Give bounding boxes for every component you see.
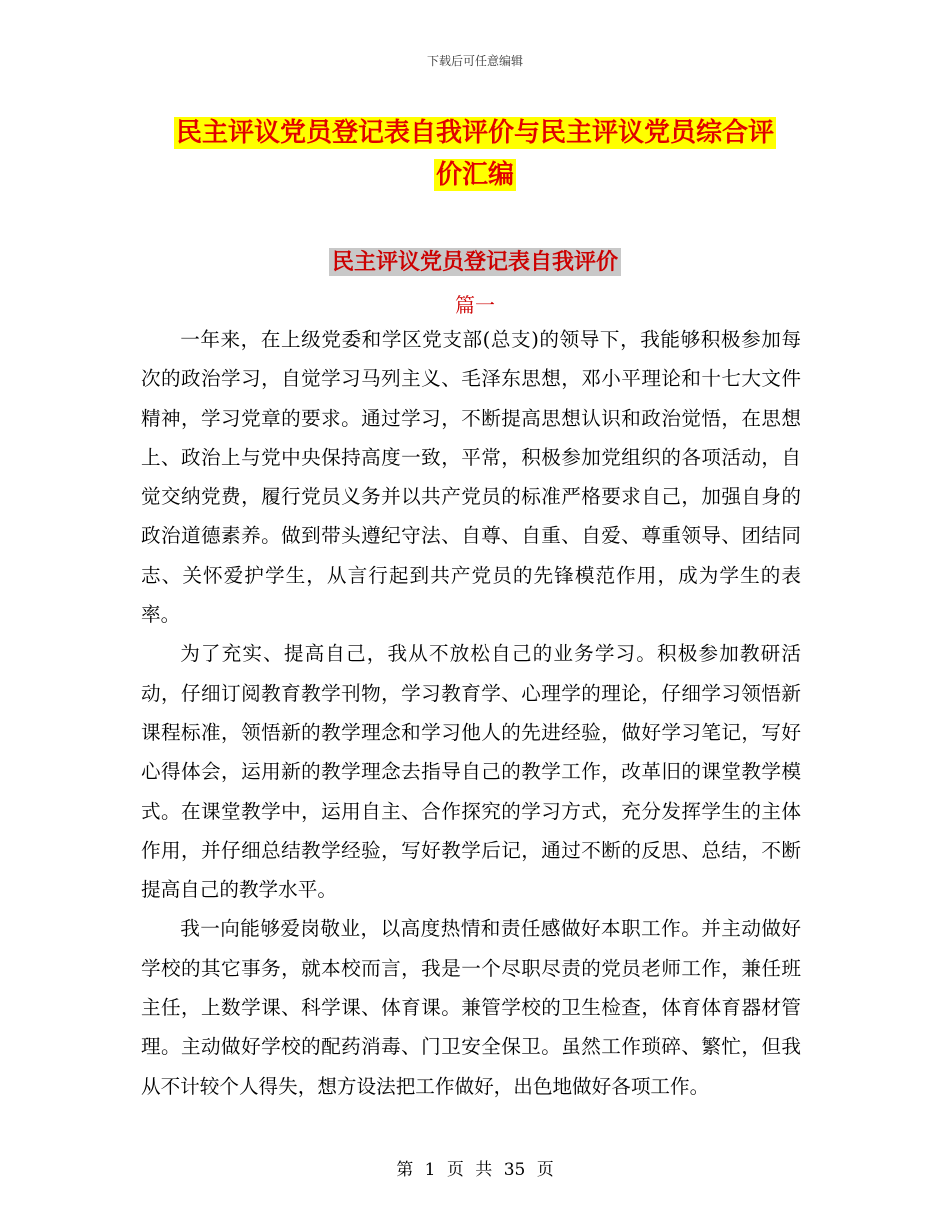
document-title: [150, 112, 800, 196]
section-title: [0, 245, 950, 276]
sub-title: 篇一: [455, 293, 495, 317]
paragraph-2: 为了充实、提高自己，我从不放松自己的业务学习。积极参加教研活动，仔细订阅教育教学刊物，学习教育学、心理学的理论，仔细学习领悟新课程标准，领悟新的教学理念和学习他人的先进经验，做好学习笔记，写好心得体会，运用新的教学理念去指导自己的教学工作，改革旧的课堂教学模式。在课堂教学中，运用自主、合作探究的学习方式，充分发挥学生的主体作用，并仔细总结教学经验，写好教学后记，通过不断的反思、总结，不断提高自己的教学水平。: [141, 642, 801, 902]
paragraph-1: 一年来，在上级党委和学区党支部(总支)的领导下，我能够积极参加每次的政治学习，自觉学习马列主义、毛泽东思想，邓小平理论和十七大文件精神，学习党章的要求。通过学习，不断提高思想认识和政治觉悟，在思想上、政治上与党中央保持高度一致，平常，积极参加党组织的各项活动，自觉交纳党费，履行党员义务并以共产党员的标准严格要求自己，加强自身的政治道德素养。做到带头遵纪守法、自尊、自重、自爱、尊重领导、团结同志、关怀爱护学生，从言行起到共产党员的先锋模范作用，成为学生的表率。: [141, 328, 801, 627]
page-number-footer: 第 1 页 共 35 页: [396, 1160, 554, 1180]
document-title-line-2: 价汇编: [435, 160, 514, 190]
section-title-text: 民主评议党员登记表自我评价: [329, 248, 621, 276]
paragraph-3: 我一向能够爱岗敬业，以高度热情和责任感做好本职工作。并主动做好学校的其它事务，就本校而言，我是一个尽职尽责的党员老师工作，兼任班主任，上数学课、科学课、体育课。兼管学校的卫生检查，体育体育器材管理。主动做好学校的配药消毒、门卫安全保卫。虽然工作琐碎、繁忙，但我从不计较个人得失，想方设法把工作做好，出色地做好各项工作。: [141, 917, 801, 1098]
header-note: 下载后可任意编辑: [426, 54, 523, 68]
document-title-line-1: 民主评议党员登记表自我评价与民主评议党员综合评: [175, 118, 774, 148]
body-text: [141, 320, 801, 1106]
